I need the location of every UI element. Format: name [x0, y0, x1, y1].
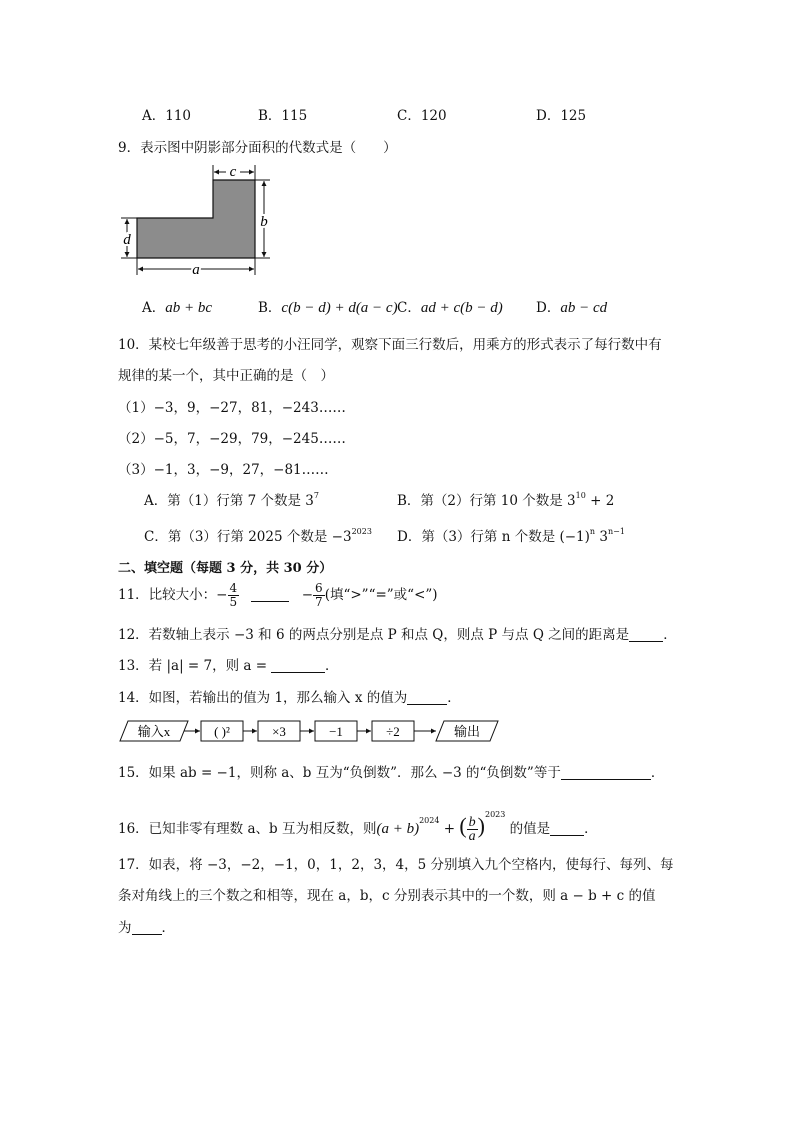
q9-label-c: c: [229, 164, 237, 180]
q14-flowchart: [118, 718, 508, 746]
q17-answer-blank[interactable]: [132, 920, 162, 935]
q9-option-c: C．ad + c(b − d): [397, 300, 503, 316]
q11-answer-blank[interactable]: [251, 587, 289, 602]
q10-stem-line2: 规律的某一个，其中正确的是（ ）: [118, 368, 334, 384]
q9-option-b: B．c(b − d) + d(a − c): [258, 300, 398, 316]
q10-row-2: （2）−5，7，−29，79，−245……: [118, 431, 346, 447]
flow-minus1: −1: [329, 724, 343, 739]
flow-output: 输出: [453, 724, 481, 739]
flow-square: ( )²: [214, 724, 230, 739]
q8-option-b: B．115: [258, 108, 308, 124]
q10-row-1: （1）−3，9，−27，81，−243……: [118, 400, 346, 416]
q16: 16．已知非零有理数 a、b 互为相反数，则$(a + b)^{2024}$ + ( $\frac{b}{a}$ )$^{2023}$ 的值是 ．: [118, 810, 598, 844]
q15-answer-blank[interactable]: [561, 765, 651, 780]
q17-line2: 条对角线上的三个数之和相等，现在 a，b，c 分别表示其中的一个数，则 a − b + c 的值: [118, 888, 656, 904]
q9-option-d-expr: ab − cd: [560, 300, 608, 316]
q9-option-a-expr: ab + bc: [165, 300, 213, 316]
q11-frac2: $\frac{6}{7}$: [315, 581, 323, 609]
flow-divide2: ÷2: [386, 724, 400, 739]
q8-option-d: D．125: [536, 108, 587, 124]
flow-input: 输入x: [137, 724, 171, 739]
q9-option-c-expr: ad + c(b − d): [420, 300, 503, 316]
q9-option-b-expr: c(b − d) + d(a − c): [281, 300, 398, 316]
q14-answer-blank[interactable]: [407, 690, 447, 705]
q10-option-c: C．第（3）行第 2025 个数是 $-3^{2023}$: [144, 527, 372, 545]
q17-line1: 17．如表，将 −3，−2，−1，0，1，2，3，4，5 分别填入九个空格内，使每行、每列、每: [118, 857, 674, 873]
q11: 11．比较大小：− $\frac{4}{5}$ − $\frac{6}{7}$ (填“>”“=”或“<”): [118, 581, 438, 609]
q10-row-3: （3）−1，3，−9，27，−81……: [118, 462, 329, 478]
q13-answer-blank[interactable]: [271, 658, 325, 673]
q17-line3: 为 ．: [118, 920, 175, 936]
q10-option-b: B．第（2）行第 10 个数是 $3^{10} + 2$: [397, 491, 615, 509]
q12: 12．若数轴上表示 −3 和 6 的两点分别是点 P 和点 Q，则点 P 与点 Q 之间的距离是 ．: [118, 627, 677, 643]
q10-option-d: D．第（3）行第 n 个数是 $(-1)^n$ $3^{n-1}$: [397, 527, 625, 545]
q8-option-c: C．120: [397, 108, 447, 124]
q9-label-b: b: [260, 214, 268, 230]
q8-option-a: A．110: [142, 108, 192, 124]
section2-title: 二、填空题（每题 3 分，共 30 分）: [118, 561, 333, 576]
q10-stem-line1: 10．某校七年级善于思考的小汪同学，观察下面三行数后，用乘方的形式表示了每行数中有: [118, 337, 662, 353]
q9-option-a: A．ab + bc: [142, 300, 213, 316]
q16-answer-blank[interactable]: [550, 821, 584, 836]
q14-stem: 14．如图，若输出的值为 1，那么输入 x 的值为 ．: [118, 690, 461, 706]
q9-stem: 9．表示图中阴影部分面积的代数式是（ ）: [118, 140, 397, 156]
q10-option-a: A．第（1）行第 7 个数是 $3^7$: [144, 491, 319, 509]
flow-times3: ×3: [272, 724, 286, 739]
q9-figure: [118, 160, 288, 280]
q16-frac: $\frac{b}{a}$: [468, 815, 476, 844]
q11-frac1: $\frac{4}{5}$: [229, 581, 238, 609]
q12-answer-blank[interactable]: [629, 627, 663, 642]
q9-label-a: a: [192, 262, 200, 278]
q13: 13．若 |a| = 7，则 a = ．: [118, 658, 339, 674]
q15: 15．如果 ab = −1，则称 a、b 互为“负倒数”．那么 −3 的“负倒数”等于 ．: [118, 765, 665, 781]
q9-label-d: d: [123, 232, 131, 248]
q9-option-d: D．ab − cd: [536, 300, 608, 316]
